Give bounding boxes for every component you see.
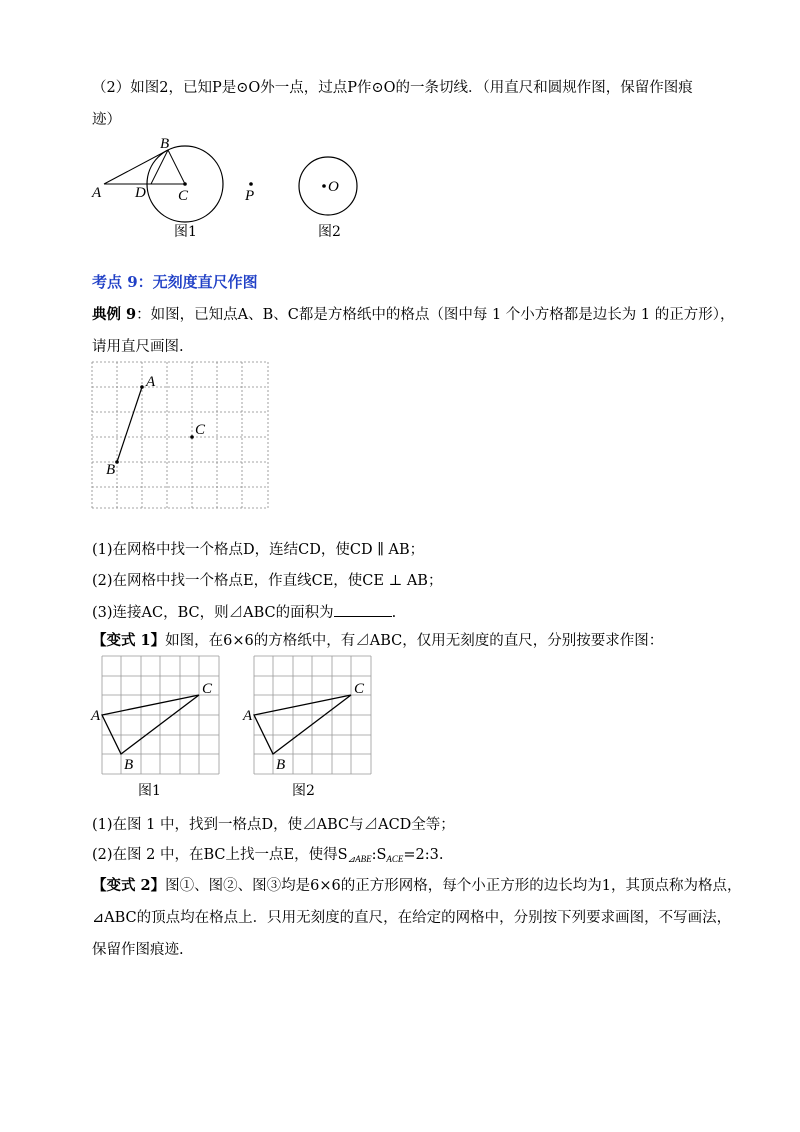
variant-2-line-1 xyxy=(92,876,741,896)
example-9-question-2: (2)在网格中找一个格点E，作直线CE，使CE ⊥ AB； xyxy=(92,573,443,589)
label-a: A xyxy=(243,708,253,724)
variant-1-question-2-b: =2:3. xyxy=(403,847,444,863)
intro-line-2: 迹） xyxy=(92,112,121,128)
point-c-dot xyxy=(183,182,187,186)
segment-bc xyxy=(168,150,185,184)
variant-2-line-2: ⊿ABC的顶点均在格点上．只用无刻度的直尺，在给定的网格中，分别按下列要求画图，不写画法， xyxy=(92,910,732,926)
variant-1-question-1: (1)在图 1 中，找到一格点D，使⊿ABC与⊿ACD全等； xyxy=(92,817,455,833)
point-c-dot xyxy=(190,435,194,439)
answer-blank[interactable] xyxy=(334,601,392,617)
label-b: B xyxy=(124,757,134,773)
point-p-dot xyxy=(249,182,253,186)
label-c: C xyxy=(354,681,365,697)
example-9-line-2: 请用直尺画图. xyxy=(92,339,184,355)
label-c: C xyxy=(195,422,206,438)
label-c: C xyxy=(178,188,189,204)
variant-1-question-2-mid: :S xyxy=(371,847,387,863)
example-9-grid xyxy=(92,362,272,512)
variant-1-grid-1 xyxy=(90,656,220,781)
label-p: P xyxy=(245,188,255,204)
variant-2-line-3: 保留作图痕迹. xyxy=(92,942,184,958)
area-subscript-ace: ACE xyxy=(386,854,404,864)
example-9-text-1: ：如图，已知点A、B、C都是方格纸中的格点（图中每 1 个小方格都是边长为 1 的正方形）， xyxy=(136,307,735,323)
point-p-diagram xyxy=(243,178,263,208)
label-a: A xyxy=(91,708,101,724)
label-d: D xyxy=(135,185,146,201)
example-9-question-3-end: . xyxy=(391,605,397,621)
label-o: O xyxy=(328,179,339,195)
area-subscript-abe: ⊿ABE xyxy=(347,854,372,864)
label-a: A xyxy=(92,185,102,201)
figure-2-circle-diagram xyxy=(296,155,366,225)
variant-1-figure-2-caption: 图2 xyxy=(292,783,315,799)
variant-1-label: 【变式 1】 xyxy=(92,632,166,649)
label-b: B xyxy=(160,136,170,152)
point-o-dot xyxy=(322,184,326,188)
label-b: B xyxy=(276,757,286,773)
section-title: 考点 9：无刻度直尺作图 xyxy=(92,273,258,291)
label-b: B xyxy=(106,462,116,478)
segment-ab xyxy=(117,387,142,462)
variant-1-question-2-a: (2)在图 2 中，在BC上找一点E，使得S xyxy=(92,847,348,863)
point-a-dot xyxy=(140,385,144,389)
variant-2-text-1: 图①、图②、图③均是6×6的正方形网格，每个小正方形的边长均为1，其顶点称为格点， xyxy=(165,878,742,894)
variant-1-text: 如图，在6×6的方格纸中，有⊿ABC，仅用无刻度的直尺，分别按要求作图： xyxy=(165,633,664,649)
variant-1-question-2 xyxy=(92,845,444,869)
example-9-label: 典例 9 xyxy=(92,306,137,323)
segment-ab xyxy=(104,150,168,184)
variant-1-figure-1-caption: 图1 xyxy=(138,783,161,799)
point-b-dot xyxy=(115,460,119,464)
variant-2-label: 【变式 2】 xyxy=(92,877,166,894)
triangle-abc xyxy=(102,695,199,754)
example-9-question-3-text: (3)连接AC，BC，则⊿ABC的面积为 xyxy=(92,605,334,621)
example-9-question-1: (1)在网格中找一个格点D，连结CD，使CD ∥ AB； xyxy=(92,542,425,558)
figure-2-caption: 图2 xyxy=(318,224,341,240)
label-c: C xyxy=(202,681,213,697)
example-9-line-1 xyxy=(92,305,735,325)
triangle-abc xyxy=(254,695,351,754)
figure-1-caption: 图1 xyxy=(174,224,197,240)
label-a: A xyxy=(146,374,156,390)
intro-line-1: （2）如图2，已知P是⊙O外一点，过点P作⊙O的一条切线．（用直尺和圆规作图，保留作图痕 xyxy=(92,80,693,96)
example-9-question-3 xyxy=(92,601,396,623)
figure-1-circle-diagram xyxy=(90,138,230,228)
variant-1-grid-2 xyxy=(242,656,372,781)
variant-1-line xyxy=(92,631,663,651)
